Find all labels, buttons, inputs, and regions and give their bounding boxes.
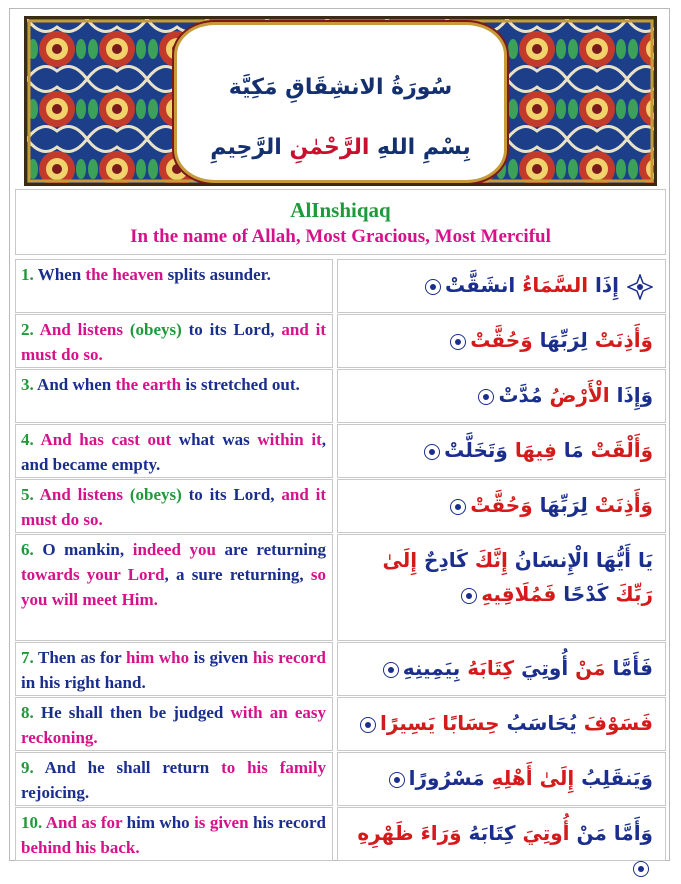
verse-english-cell [15, 259, 333, 313]
verse-arabic-segment: كَدْحًا [556, 582, 609, 606]
verse-english-cell [15, 534, 333, 641]
verse-english-segment: When [33, 265, 86, 284]
verse-arabic-segment: فِيهَا [507, 438, 557, 462]
verse-number: 5. [21, 485, 34, 504]
verse-arabic-segment: انشَقَّتْ [444, 273, 523, 297]
verse-row [15, 424, 666, 478]
surah-header [15, 189, 666, 255]
verse-arabic-segment: السَّمَاءُ [522, 273, 589, 297]
verse-arabic-segment: لِرَبِّهَا [532, 493, 588, 517]
verse-number: 4. [21, 430, 34, 449]
verse-english-segment: in his right hand. [21, 673, 146, 692]
verse-english-segment: And when [33, 375, 116, 394]
verse-row [15, 259, 666, 313]
verse-row [15, 697, 666, 751]
verse-arabic-segment: مَا [556, 438, 584, 462]
verse-english-segment: indeed you [132, 540, 216, 559]
verse-english-segment: towards your Lord [21, 565, 165, 584]
verse-english-segment: O mankin, [33, 540, 133, 559]
verse-row [15, 314, 666, 368]
verse-arabic-segment: كِتَابَهُ [461, 821, 516, 845]
verse-english-segment: splits asunder. [163, 265, 271, 284]
verse-arabic-segment: كَادِحٌ [417, 548, 468, 572]
verse-english-segment: And listens [33, 320, 130, 339]
verse-arabic-cell [337, 314, 666, 368]
basmala-part: الرَّحْمٰنِ [289, 135, 370, 160]
surah-title-arabic: سُورَةُ الانشِقَاقِ مَكِيَّة [228, 75, 453, 100]
verse-number: 2. [21, 320, 34, 339]
verse-english-segment: what was [171, 430, 258, 449]
verse-english-segment: so you will meet Him. [21, 565, 326, 609]
verse-arabic-cell [337, 697, 666, 751]
ayah-end-icon [425, 279, 441, 295]
verse-arabic-segment: إِلَىٰ رَبِّكَ [382, 548, 653, 606]
ayah-end-icon [478, 389, 494, 405]
ayah-end-icon [424, 444, 440, 460]
ayah-end-icon [389, 772, 405, 788]
verse-arabic-segment: وَيَنقَلِبُ [574, 766, 653, 790]
header-subtitle: In the name of Allah, Most Gracious, Most Merciful [130, 226, 551, 247]
verse-english-cell [15, 479, 333, 533]
basmala-arabic [177, 135, 504, 160]
verse-number: 8. [21, 703, 34, 722]
verse-arabic-segment: أُوتِيَ [514, 656, 569, 680]
verse-arabic-cell [337, 259, 666, 313]
ayah-end-icon [383, 662, 399, 678]
verse-arabic-segment: أُوتِيَ [515, 821, 570, 845]
verse-arabic-segment: الْأَرْضُ [549, 383, 610, 407]
verse-number: 9. [21, 758, 34, 777]
verse-arabic-segment: وَإِذَا [609, 383, 653, 407]
verse-row [15, 369, 666, 423]
verse-arabic-segment: فَأَمَّا [605, 656, 653, 680]
verse-number: 10. [21, 813, 43, 832]
verse-arabic-segment: إِنَّكَ [467, 548, 508, 572]
verse-arabic-segment: يُحَاسَبُ [499, 711, 577, 735]
verse-english-cell [15, 697, 333, 751]
verse-english-segment: And he shall return [33, 758, 222, 777]
verse-arabic-segment: كِتَابَهُ [460, 656, 515, 680]
title-cartouche [177, 25, 504, 180]
verse-english-segment: (obeys) [129, 485, 182, 504]
verse-number: 1. [21, 265, 34, 284]
verse-english-segment: , a sure returning, [164, 565, 311, 584]
verse-arabic-segment: لِرَبِّهَا [532, 328, 588, 352]
verse-number: 7. [21, 648, 34, 667]
verse-arabic-cell [337, 424, 666, 478]
verse-arabic-segment: وَحُقَّتْ [470, 328, 533, 352]
verse-arabic-segment: بِيَمِينِهِ [402, 656, 461, 680]
verse-arabic-segment: يَا أَيُّهَا الْإِنسَانُ [507, 548, 653, 572]
verse-english-segment: to its Lord, [181, 485, 282, 504]
verse-english-segment: , and became empty. [21, 430, 326, 474]
verse-arabic-segment: وَرَاءَ ظَهْرِهِ [357, 821, 462, 845]
verse-row [15, 642, 666, 696]
verse-row [15, 534, 666, 641]
surah-name: AlInshiqaq [290, 198, 391, 222]
verse-arabic-segment: إِذَا [588, 273, 619, 297]
verse-arabic-segment: مُدَّتْ [498, 383, 550, 407]
verse-arabic-cell [337, 534, 666, 641]
verse-english-cell [15, 369, 333, 423]
ayah-end-icon [450, 334, 466, 350]
verse-arabic-segment: وَأَذِنَتْ [587, 328, 653, 352]
verse-english-segment: him who [126, 813, 190, 832]
verse-arabic-segment: وَأَلْقَتْ [583, 438, 653, 462]
verse-english-segment: the earth [115, 375, 182, 394]
verse-row [15, 479, 666, 533]
verse-english-cell [15, 807, 333, 861]
verse-arabic-cell [337, 642, 666, 696]
verse-arabic-segment: حِسَابًا يَسِيرًا [379, 711, 500, 735]
verse-arabic-segment: فَسَوْفَ [576, 711, 653, 735]
verse-english-segment: and it must do so. [21, 320, 327, 364]
verse-row [15, 807, 666, 861]
ayah-end-icon [360, 717, 376, 733]
verse-english-segment: (obeys) [129, 320, 182, 339]
verse-english-segment: his record [252, 813, 327, 832]
verse-english-segment: his record [252, 648, 326, 667]
verse-english-segment: He shall then be judged [33, 703, 231, 722]
ayah-end-icon [633, 861, 649, 877]
verse-arabic-cell [337, 752, 666, 806]
verse-english-segment: is given [189, 813, 253, 832]
ornamental-banner [24, 16, 657, 186]
verse-english-segment: are returning [215, 540, 326, 559]
basmala-part: الرَّحِيمِ [210, 135, 290, 160]
verse-english-cell [15, 424, 333, 478]
verse-arabic-segment: وَأَمَّا مَنْ [569, 821, 653, 845]
verse-english-segment: is stretched out. [181, 375, 300, 394]
verse-arabic-segment: وَحُقَّتْ [470, 493, 533, 517]
verse-english-segment: the heaven [85, 265, 164, 284]
sajda-star-icon [627, 274, 653, 300]
verse-english-cell [15, 314, 333, 368]
verse-english-cell [15, 642, 333, 696]
verse-arabic-cell [337, 807, 666, 861]
verse-english-segment: is given [189, 648, 253, 667]
verse-number: 3. [21, 375, 34, 394]
verse-english-segment: And listens [33, 485, 130, 504]
verse-arabic-cell [337, 479, 666, 533]
verse-english-segment: rejoicing. [21, 783, 90, 802]
verse-english-cell [15, 752, 333, 806]
ayah-end-icon [450, 499, 466, 515]
verse-arabic-segment: مَسْرُورًا [408, 766, 485, 790]
verse-arabic-segment: فَمُلَاقِيهِ [481, 582, 557, 606]
verse-arabic-segment: وَأَذِنَتْ [587, 493, 653, 517]
verse-number: 6. [21, 540, 34, 559]
verse-english-segment: And as for [42, 813, 127, 832]
verse-row [15, 752, 666, 806]
verse-english-segment: within it [257, 430, 322, 449]
basmala-part: بِسْمِ اللهِ [369, 135, 471, 160]
verse-arabic-segment: مَنْ [568, 656, 606, 680]
verse-english-segment: with an easy reckoning. [21, 703, 326, 747]
ayah-end-icon [461, 588, 477, 604]
verse-english-segment: to its Lord, [181, 320, 282, 339]
verse-english-segment: him who [125, 648, 190, 667]
verse-english-segment: behind his back. [21, 838, 140, 857]
verse-english-segment: to his family [221, 758, 326, 777]
verse-arabic-segment: إِلَىٰ أَهْلِهِ [484, 766, 575, 790]
verse-arabic-segment: وَتَخَلَّتْ [444, 438, 508, 462]
verse-english-segment: Then as for [33, 648, 126, 667]
verse-arabic-cell [337, 369, 666, 423]
verse-english-segment: And has cast out [33, 430, 172, 449]
verse-english-segment: and it must do so. [21, 485, 327, 529]
